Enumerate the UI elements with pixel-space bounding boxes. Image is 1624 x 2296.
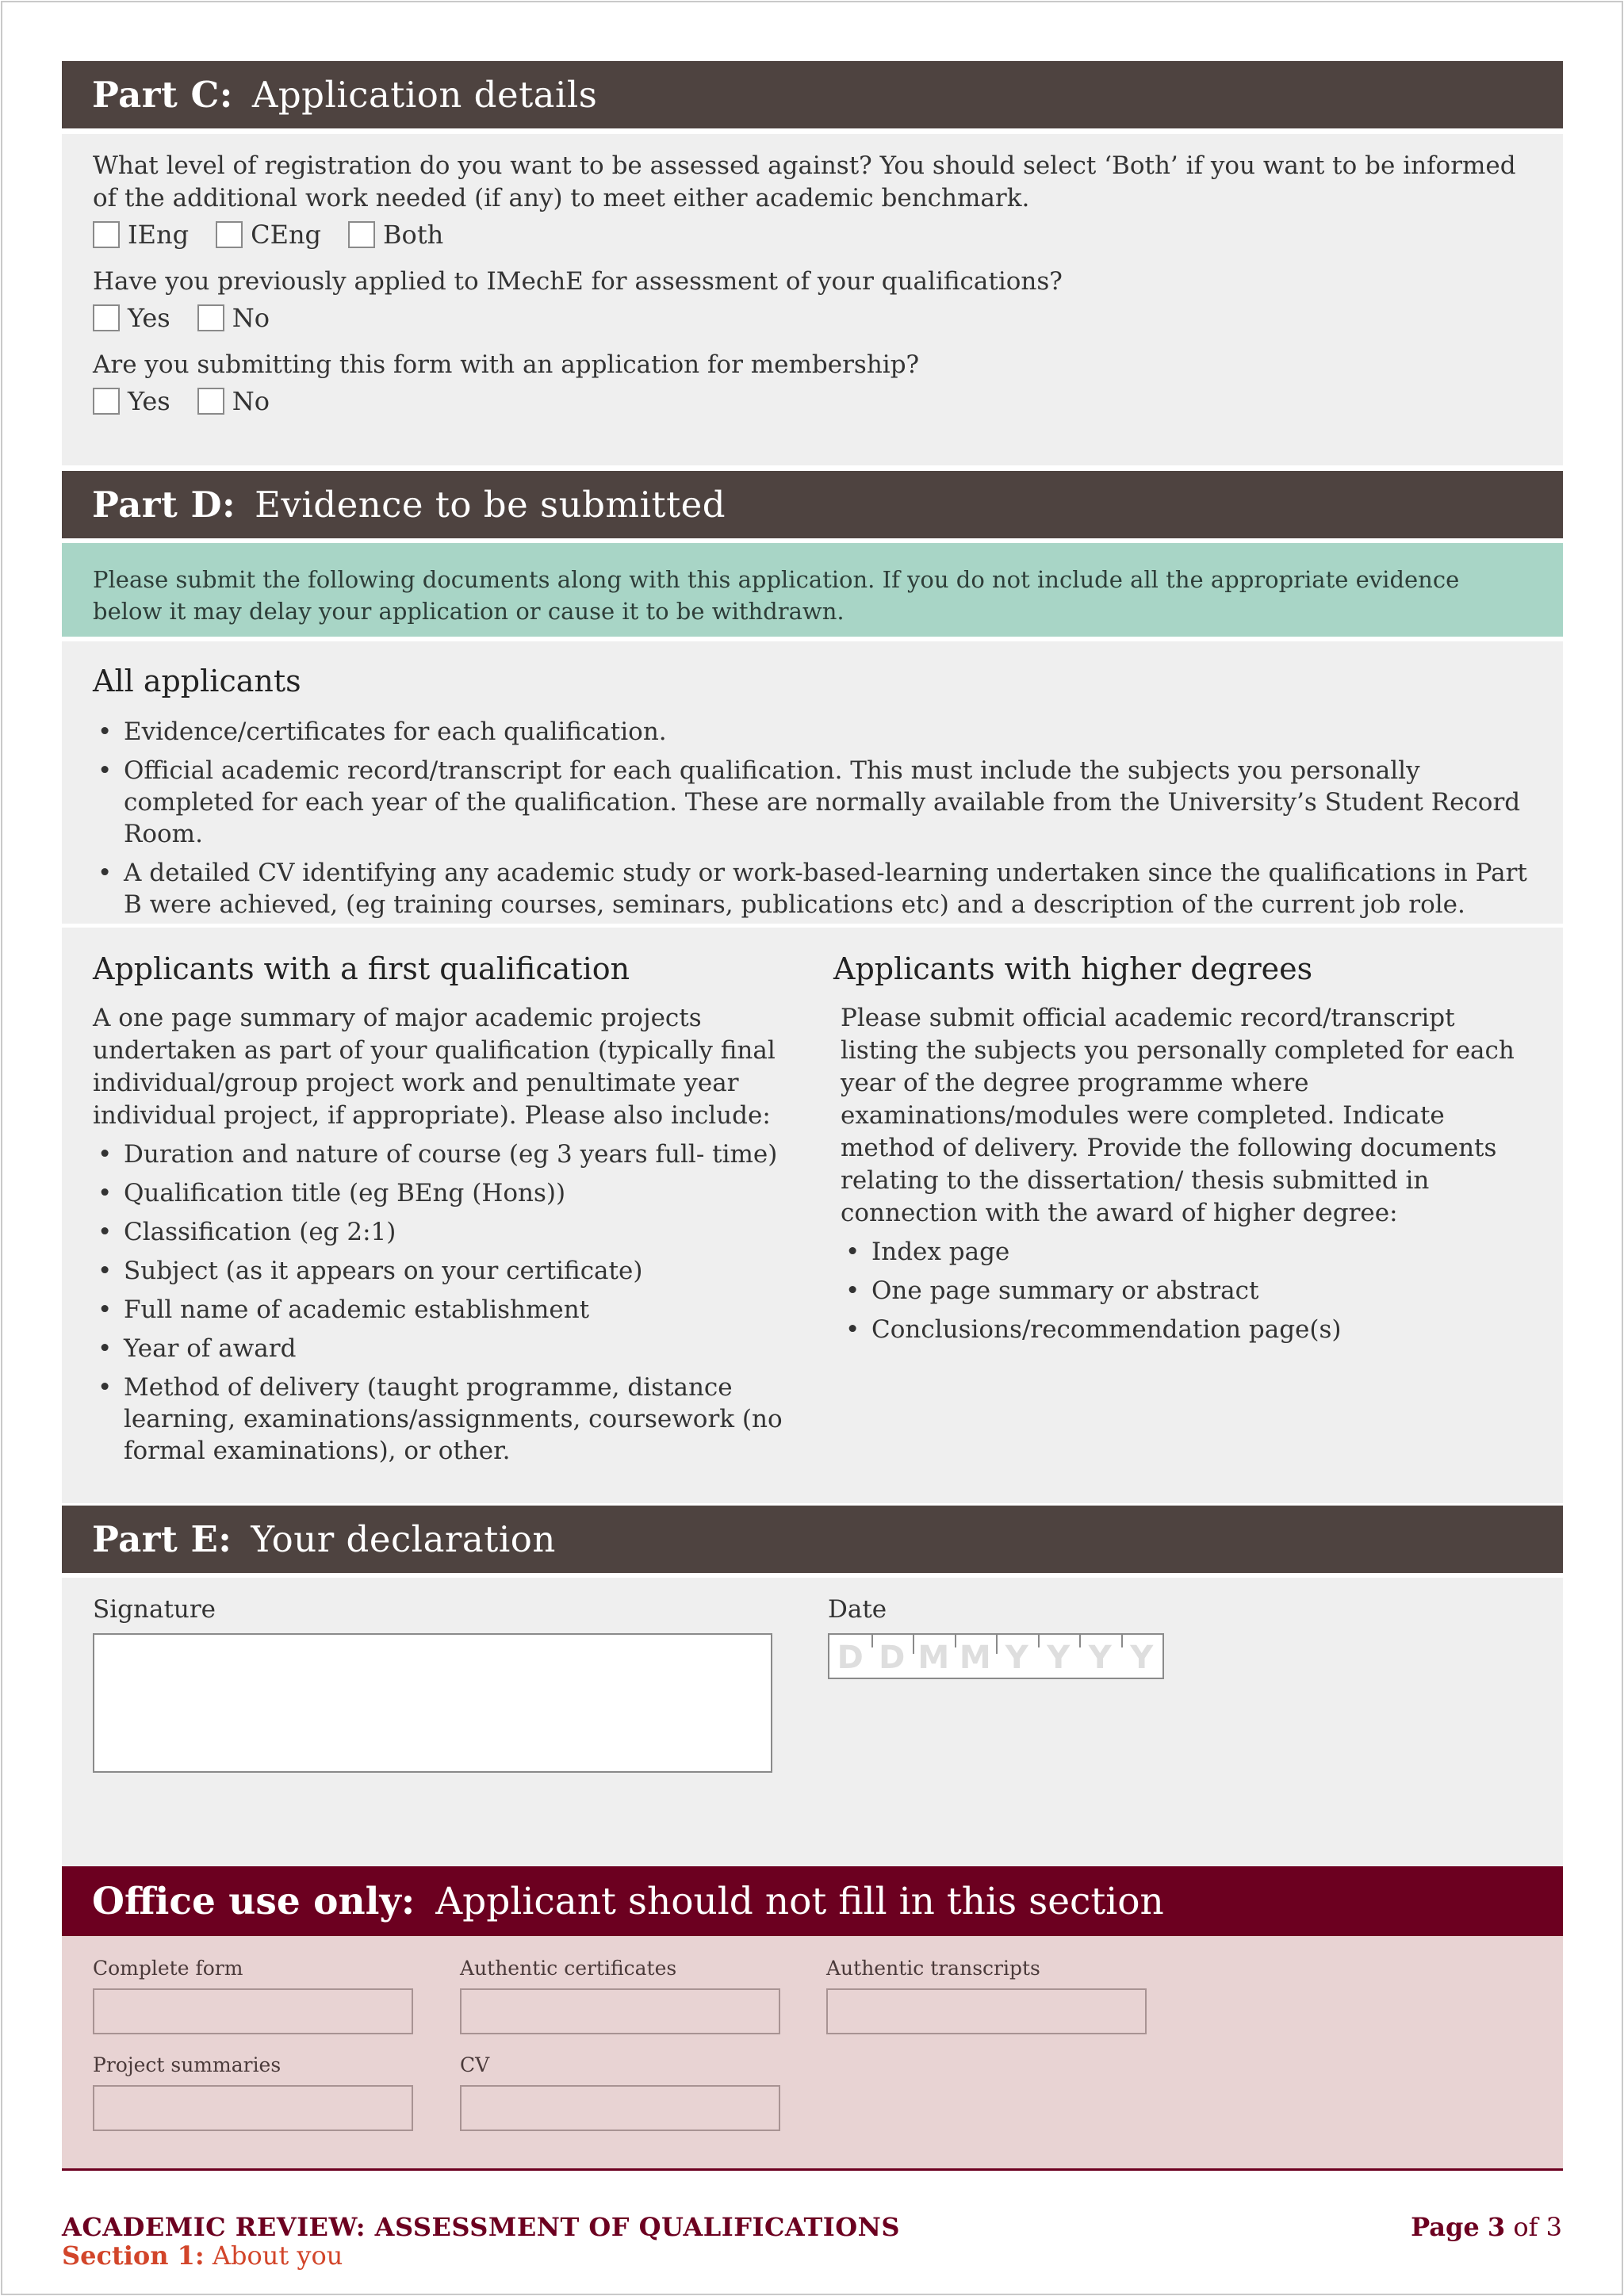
part-c-body <box>62 134 1563 465</box>
option-both-label: Both <box>383 220 444 250</box>
registration-level-options <box>93 220 1532 250</box>
previous-application-options <box>93 303 1532 333</box>
date-day-1[interactable]: D <box>837 1640 864 1676</box>
part-d-label: Part D: <box>92 484 236 526</box>
higher-degrees-column <box>833 951 1539 1353</box>
date-field[interactable] <box>828 1633 1164 1679</box>
part-c-title: Application details <box>251 74 598 116</box>
signature-label: Signature <box>93 1595 216 1624</box>
checkbox-membership-yes[interactable] <box>93 388 120 415</box>
cv-label: CV <box>460 2053 490 2076</box>
option-previous-no-label: No <box>232 303 270 333</box>
complete-form-label: Complete form <box>93 1957 243 1980</box>
complete-form-field[interactable] <box>93 1988 413 2034</box>
checkbox-ceng[interactable] <box>216 221 243 248</box>
registration-level-question: What level of registration do you want to be assessed against? You should select ‘Both’ if you want to be informed of the additional work needed (if any) to meet either academic benchmark. <box>93 151 1516 212</box>
footer-section-label: Section 1: <box>62 2241 205 2271</box>
project-summaries-field[interactable] <box>93 2085 413 2131</box>
date-month-1[interactable]: M <box>913 1635 955 1678</box>
option-previous-no[interactable] <box>197 303 270 333</box>
list-item: • Qualification title (eg BEng (Hons)) <box>93 1177 791 1209</box>
authentic-transcripts-label: Authentic transcripts <box>826 1957 1040 1980</box>
option-ieng[interactable] <box>93 220 189 250</box>
cv-field[interactable] <box>460 2085 780 2131</box>
date-label: Date <box>828 1595 887 1624</box>
declaration-body <box>62 1578 1563 1866</box>
all-applicants-heading: All applicants <box>93 664 301 698</box>
first-qualification-list <box>93 1138 791 1467</box>
option-membership-no[interactable] <box>197 386 270 416</box>
checkbox-ieng[interactable] <box>93 221 120 248</box>
higher-degrees-intro: Please submit official academic record/transcript listing the subjects you personally completed for each year of the degree programme where examinations/modules were completed. Indicate method of delivery. Provide the following documents relating to the dissertation/ thesis submitted in connection with the award of higher degree: <box>841 1004 1515 1227</box>
list-item: • Method of delivery (taught programme, distance learning, examinations/assignments, coursework (no formal examinations), or other. <box>93 1372 791 1467</box>
part-e-title: Your declaration <box>251 1518 556 1560</box>
part-e-label: Part E: <box>92 1518 232 1560</box>
footer-divider <box>62 2168 1563 2171</box>
footer-document-title: ACADEMIC REVIEW: ASSESSMENT OF QUALIFICATIONS <box>62 2212 900 2242</box>
date-day-2[interactable]: D <box>871 1635 914 1678</box>
office-use-header <box>62 1866 1563 1936</box>
option-membership-yes-label: Yes <box>128 386 170 416</box>
footer-section <box>62 2241 343 2271</box>
previous-application-question: Have you previously applied to IMechE for assessment of your qualifications? <box>93 267 1063 296</box>
office-use-label: Office use only: <box>92 1879 416 1923</box>
list-item: • Year of award <box>93 1333 791 1364</box>
option-membership-no-label: No <box>232 386 270 416</box>
checkbox-previous-yes[interactable] <box>93 304 120 331</box>
date-year-2[interactable]: Y <box>1038 1635 1080 1678</box>
footer-page-total: of 3 <box>1513 2212 1562 2242</box>
part-c-header <box>62 61 1563 128</box>
evidence-notice <box>62 543 1563 637</box>
date-year-3[interactable]: Y <box>1079 1635 1121 1678</box>
list-item: • A detailed CV identifying any academic study or work-based-learning undertaken since the qualifications in Part B were achieved, (eg training courses, seminars, publications etc) and a description of the current job role. <box>93 857 1532 920</box>
list-item: • Conclusions/recommendation page(s) <box>841 1314 1539 1345</box>
footer-page-current: 3 <box>1487 2212 1506 2242</box>
office-use-body <box>62 1936 1563 2168</box>
part-e-header <box>62 1506 1563 1573</box>
option-ieng-label: IEng <box>128 220 190 250</box>
checkbox-both[interactable] <box>348 221 375 248</box>
footer-section-name: About you <box>212 2241 343 2271</box>
evidence-notice-text: Please submit the following documents along with this application. If you do not include all the appropriate evidence below it may delay your application or cause it to be withdrawn. <box>93 566 1460 625</box>
option-membership-yes[interactable] <box>93 386 170 416</box>
all-applicants-list <box>93 716 1532 920</box>
option-ceng[interactable] <box>216 220 321 250</box>
authentic-certificates-field[interactable] <box>460 1988 780 2034</box>
part-d-header <box>62 471 1563 538</box>
first-qualification-intro: A one page summary of major academic projects undertaken as part of your qualification (typically final individual/group project work and penultimate year individual project, if appropriate). Please also include: <box>93 1004 776 1130</box>
list-item: • Full name of academic establishment <box>93 1294 791 1326</box>
checkbox-previous-no[interactable] <box>197 304 224 331</box>
part-c-label: Part C: <box>92 74 233 116</box>
project-summaries-label: Project summaries <box>93 2053 282 2076</box>
date-month-2[interactable]: M <box>955 1635 997 1678</box>
office-use-title: Applicant should not fill in this section <box>435 1879 1164 1923</box>
list-item: • Index page <box>841 1236 1539 1268</box>
authentic-transcripts-field[interactable] <box>826 1988 1147 2034</box>
first-qualification-heading: Applicants with a first qualification <box>93 951 630 986</box>
list-item: • Evidence/certificates for each qualification. <box>93 716 1532 748</box>
all-applicants-section <box>62 641 1563 924</box>
option-ceng-label: CEng <box>251 220 322 250</box>
option-both[interactable] <box>348 220 443 250</box>
first-qualification-column <box>93 951 791 1474</box>
footer-page-number <box>1411 2212 1562 2242</box>
list-item: • Official academic record/transcript for each qualification. This must include the subjects you personally completed for each year of the qualification. These are normally available from the University’s Student Record Room. <box>93 755 1532 850</box>
list-item: • Classification (eg 2:1) <box>93 1216 791 1248</box>
qualification-columns <box>62 928 1563 1503</box>
date-year-4[interactable]: Y <box>1121 1635 1163 1678</box>
footer-page-word: Page <box>1411 2212 1480 2242</box>
list-item: • Duration and nature of course (eg 3 years full- time) <box>93 1138 791 1170</box>
higher-degrees-list <box>833 1236 1539 1345</box>
list-item: • Subject (as it appears on your certificate) <box>93 1255 791 1287</box>
date-year-1[interactable]: Y <box>996 1635 1038 1678</box>
signature-field[interactable] <box>93 1633 772 1773</box>
option-previous-yes[interactable] <box>93 303 170 333</box>
authentic-certificates-label: Authentic certificates <box>460 1957 677 1980</box>
list-item: • One page summary or abstract <box>841 1275 1539 1307</box>
higher-degrees-heading: Applicants with higher degrees <box>833 951 1313 986</box>
checkbox-membership-no[interactable] <box>197 388 224 415</box>
option-previous-yes-label: Yes <box>128 303 170 333</box>
membership-question: Are you submitting this form with an application for membership? <box>93 350 920 379</box>
membership-options <box>93 386 1532 416</box>
part-d-title: Evidence to be submitted <box>255 484 726 526</box>
